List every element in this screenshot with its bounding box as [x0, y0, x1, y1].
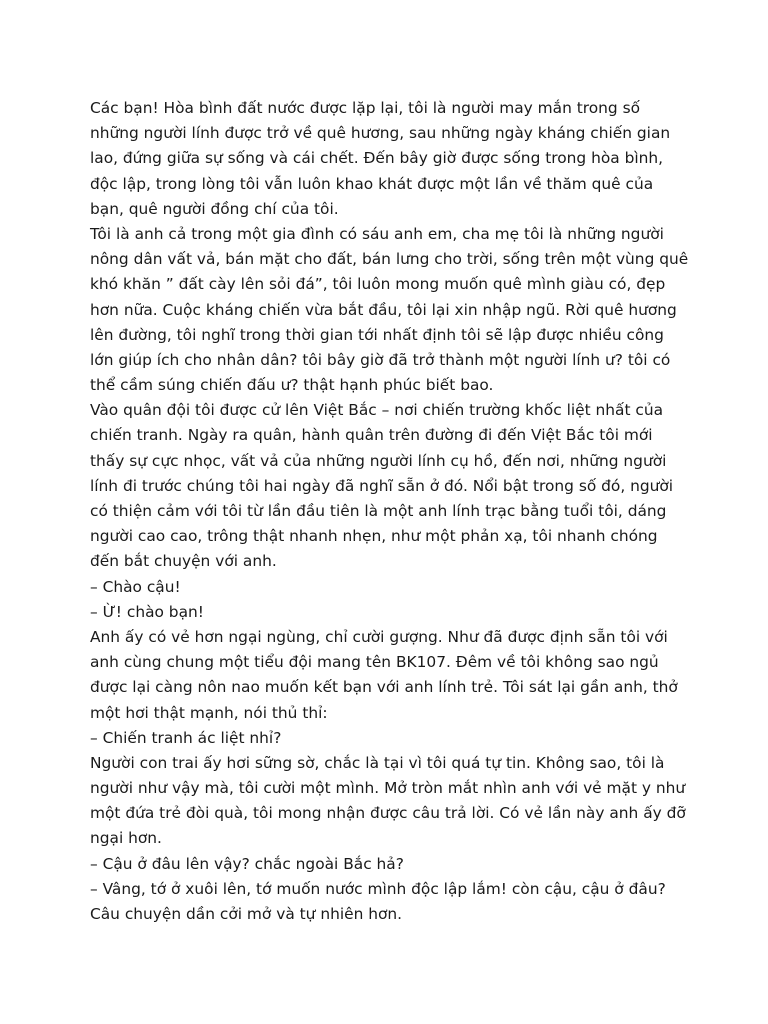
text-line: nông dân vất vả, bán mặt cho đất, bán lưng cho trời, sống trên một vùng quê — [90, 250, 689, 269]
text-line: bạn, quê người đồng chí của tôi. — [90, 199, 339, 218]
text-line: Các bạn! Hòa bình đất nước được lặp lại, tôi là người may mắn trong số — [90, 99, 641, 117]
text-line: đến bắt chuyện với anh. — [90, 552, 277, 571]
text-line: những người lính được trở về quê hương, sau những ngày kháng chiến gian — [90, 124, 671, 143]
text-line: thể cầm súng chiến đấu ư? thật hạnh phúc biết bao. — [90, 376, 494, 395]
text-line: thấy sự cực nhọc, vất vả của những người lính cụ hồ, đến nơi, những người — [90, 451, 667, 470]
text-line: Vào quân đội tôi được cử lên Việt Bắc – nơi chiến trường khốc liệt nhất của — [90, 401, 664, 420]
text-line: lính đi trước chúng tôi hai ngày đã nghĩ sẵn ở đó. Nổi bật trong số đó, người — [90, 476, 674, 495]
text-line: Anh ấy có vẻ hơn ngại ngùng, chỉ cười gượng. Như đã được định sẵn tôi với — [90, 627, 668, 646]
text-line: chiến tranh. Ngày ra quân, hành quân trên đường đi đến Việt Bắc tôi mới — [90, 426, 653, 445]
text-line: anh cùng chung một tiểu đội mang tên BK107. Đêm về tôi không sao ngủ — [90, 653, 659, 672]
text-line: lên đường, tôi nghĩ trong thời gian tới nhất định tôi sẽ lập được nhiều công — [90, 325, 664, 344]
text-line: được lại càng nôn nao muốn kết bạn với anh lính trẻ. Tôi sát lại gần anh, thở — [90, 678, 678, 697]
text-line: ngại hơn. — [90, 829, 162, 848]
text-line: – Chiến tranh ác liệt nhỉ? — [90, 728, 282, 747]
text-line: hơn nữa. Cuộc kháng chiến vừa bắt đầu, tôi lại xin nhập ngũ. Rời quê hương — [90, 300, 677, 319]
text-line: Người con trai ấy hơi sững sờ, chắc là tại vì tôi quá tự tin. Không sao, tôi là — [90, 753, 665, 772]
text-line: người như vậy mà, tôi cười một mình. Mở tròn mắt nhìn anh với vẻ mặt y như — [90, 779, 686, 798]
text-line: – Vâng, tớ ở xuôi lên, tớ muốn nước mình độc lập lắm! còn cậu, cậu ở đâu? — [90, 879, 666, 898]
text-line: độc lập, trong lòng tôi vẫn luôn khao khát được một lần về thăm quê của — [90, 174, 654, 193]
text-line: một đứa trẻ đòi quà, tôi mong nhận được câu trả lời. Có vẻ lần này anh ấy đỡ — [90, 804, 686, 823]
text-line: lớn giúp ích cho nhân dân? tôi bây giờ đã trở thành một người lính ư? tôi có — [90, 350, 671, 369]
text-line: người cao cao, trông thật nhanh nhẹn, như một phản xạ, tôi nhanh chóng — [90, 527, 658, 546]
text-line: – Cậu ở đâu lên vậy? chắc ngoài Bắc hả? — [90, 854, 404, 873]
text-line: một hơi thật mạnh, nói thủ thỉ: — [90, 703, 328, 722]
text-line: Tôi là anh cả trong một gia đình có sáu anh em, cha mẹ tôi là những người — [90, 224, 664, 243]
text-line: – Ừ! chào bạn! — [90, 602, 204, 621]
text-line: lao, đứng giữa sự sống và cái chết. Đến bây giờ được sống trong hòa bình, — [90, 149, 664, 168]
document-text — [90, 96, 690, 927]
text-line: khó khăn ” đất cày lên sỏi đá”, tôi luôn mong muốn quê mình giàu có, đẹp — [90, 275, 666, 294]
text-line: Câu chuyện dần cởi mở và tự nhiên hơn. — [90, 905, 403, 923]
text-line: – Chào cậu! — [90, 577, 181, 596]
text-line: có thiện cảm với tôi từ lần đầu tiên là một anh lính trạc bằng tuổi tôi, dáng — [90, 502, 667, 520]
